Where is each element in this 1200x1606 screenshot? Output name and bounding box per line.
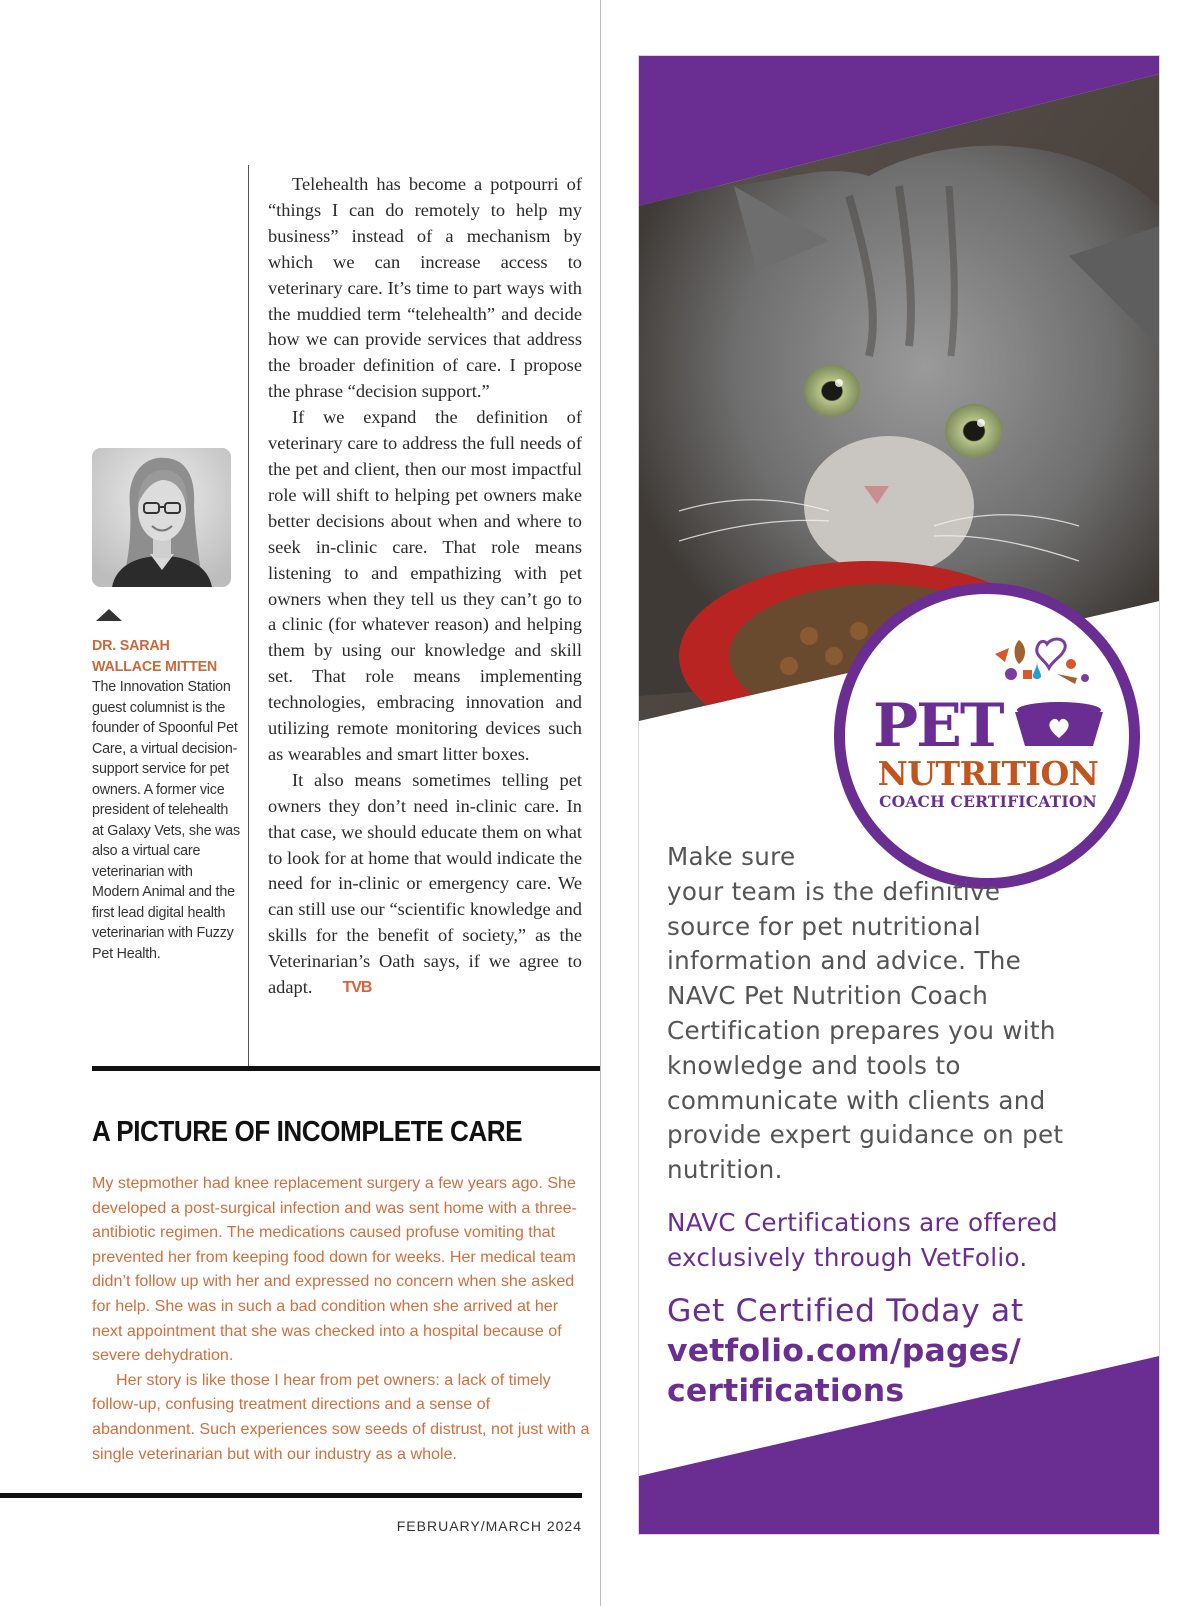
badge-pet-text: PET [873,691,1003,761]
article-body [268,172,582,1001]
ad-body-text: your team is the definitive source for pet nutritional information and advice. The NAVC Pet Nutrition Coach Certification prepares you with knowledge and tools to communicate with clients and provide expert guidance on pet nutrition. [667,876,1064,1185]
article-paragraph [268,768,582,1001]
ad-body-copy [667,840,1087,1188]
ad-cta-text: Get Certified Today at [667,1293,1024,1329]
sidebar-title: A PICTURE OF INCOMPLETE CARE [92,1116,523,1148]
issue-date-folio: FEBRUARY/MARCH 2024 [396,1518,582,1534]
caption-pointer-icon [96,609,122,621]
ad-call-to-action [667,1291,1107,1411]
ad-body-first-line: Make sure [667,842,796,871]
ad-offer-text: NAVC Certifications are offered exclusively through VetFolio. [667,1208,1058,1272]
author-bio-text: The Innovation Station guest columnist is the founder of Spoonful Pet Care, a virtual decision-support service for pet owners. A former vice president of telehealth at Galaxy Vets, she was also a virtual care veterinarian with Modern Animal and the first lead digital health veterinarian with Fuzzy Pet Health. [92,679,240,962]
pet-nutrition-ad [639,56,1159,1534]
sidebar-top-rule [92,1066,600,1071]
article-paragraph: If we expand the definition of veterinary care to address the full needs of the pet and client, then our most impactful role will shift to helping pet owners make better decisions about when and where to seek in-clinic care. That role means listening to and empathizing with pet owners when they tell us they can’t go to a clinic (for whatever reason) and helping them by using our knowledge and skill set. That role means implementing technologies, embracing innovation and utilizing remote monitoring devices such as wearables and smart litter boxes. [268,407,582,764]
badge-coach-certification-text: COACH CERTIFICATION [879,792,1097,811]
badge-nutrition-text: NUTRITION [877,754,1099,793]
tvb-end-mark-logo: TVB [342,979,372,997]
author-bio [92,636,242,964]
sidebar-bottom-rule [0,1493,582,1498]
author-name: DR. SARAH WALLACE MITTEN [92,638,218,675]
page-gutter-line [600,0,601,1606]
ad-url-link[interactable]: vetfolio.com/pages/ certifications [667,1333,1021,1409]
sidebar-body [92,1171,592,1466]
author-photo [92,448,231,587]
article-paragraph: Telehealth has become a potpourri of “things I can do remotely to help my business” instead of a mechanism by which we can increase access to veterinary care. It’s time to part ways with the muddied term “telehealth” and decide how we can provide services that address the broader definition of care. I propose the phrase “decision support.” [268,174,582,402]
sidebar-paragraph: My stepmother had knee replacement surgery a few years ago. She developed a post-surgical infection and was sent home with a three-antibiotic regimen. The medications caused profuse vomiting that prevented her from keeping food down for weeks. Her medical team didn’t follow up with her and expressed no concern when she asked for help. She was in such a bad condition when she arrived at her next appointment that she was checked into a hospital because of severe dehydration. [92,1174,577,1365]
column-rule [248,165,249,1068]
article-paragraph-text: It also means sometimes telling pet owners they don’t need in-clinic care. In that case, we should educate them on what to look for at home that would indicate the need for in-clinic or emergency care. We can still use our “scientific knowledge and skills for the benefit of society,” as the Veterinarian’s Oath says, if we agree to adapt. [268,769,582,998]
sidebar-paragraph: Her story is like those I hear from pet owners: a lack of timely follow-up, confusing treatment directions and a sense of abandonment. Such experiences sow seeds of distrust, not just with a single veterinarian but with our industry as a whole. [92,1370,590,1463]
pet-bowl-heart-icon [1009,700,1109,752]
pet-food-icons [987,634,1097,694]
